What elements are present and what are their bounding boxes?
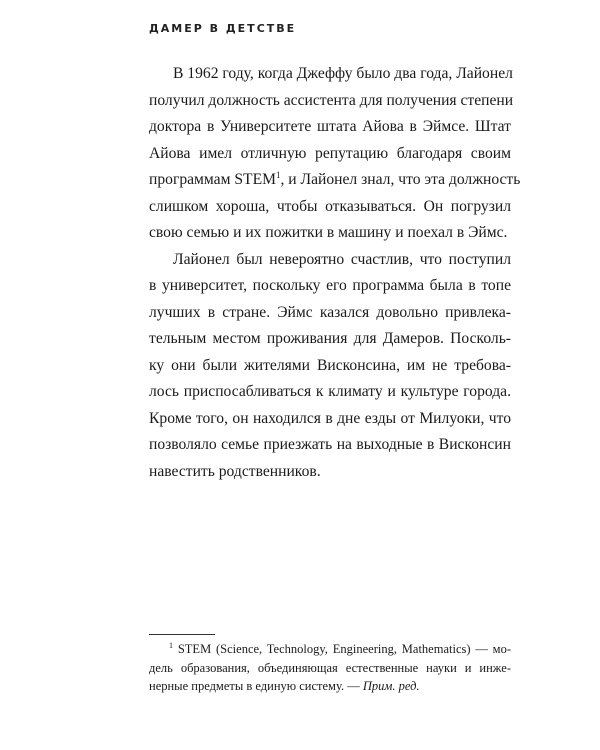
paragraph-2-line-4: тельным местом проживания для Дамеров. Посколь- <box>149 330 511 347</box>
paragraph-1-line-2: получил должность ассистента для получения степени <box>149 91 514 109</box>
footnote-line-1-text: STEM (Science, Technology, Engineering, Mathematics) — мо- <box>177 642 512 656</box>
paragraph-1-line-5-rest: , и Лайонел знал, что эта должность <box>280 171 521 188</box>
paragraph-2-line-6: лось приспосабливаться к климату и культуре города. <box>149 383 511 400</box>
paragraph-1-line-7: свою семью и их пожитки в машину и поехал в Эймс. <box>149 224 508 241</box>
running-head: ДАМЕР В ДЕТСТВЕ <box>149 22 297 35</box>
paragraph-2-line-5: ку они были жителями Висконсина, им не требова- <box>149 356 511 374</box>
footnote-divider <box>149 634 215 635</box>
footnote <box>149 640 511 696</box>
paragraph-1-line-6: слишком хороша, чтобы отказываться. Он погрузил <box>149 197 511 215</box>
footnote-marker: 1 <box>169 641 173 650</box>
editor-note: Прим. ред. <box>362 679 420 693</box>
body-text <box>149 61 521 485</box>
footnote-reference[interactable]: 1 <box>275 170 281 180</box>
paragraph-1-line-4: Айова имел отличную репутацию благодаря своим <box>149 144 511 162</box>
paragraph-2-line-2: в университет, поскольку его программа была в топе <box>149 277 511 294</box>
paragraph-2-line-7: Кроме того, он находился в дне езды от Милуоки, что <box>149 409 511 427</box>
footnote-line-1 <box>149 640 511 659</box>
paragraph-2-line-1: Лайонел был невероятно счастлив, что поступил <box>173 250 511 268</box>
footnote-line-3-text: нерные предметы в единую систему. — <box>149 679 363 693</box>
paragraph-2-line-8: позволяло семье приезжать на выходные в Висконсин <box>149 436 511 453</box>
footnote-line-2: дель образования, объединяющая естественные науки и инже- <box>149 660 511 675</box>
paragraph-1-line-3: доктора в Университете штата Айова в Эймсе. Штат <box>149 118 511 135</box>
stem-word: программам STEM <box>149 171 276 188</box>
footnote-line-3 <box>149 677 511 696</box>
paragraph-2-line-3: лучших в стране. Эймс казался довольно привлека- <box>149 303 511 321</box>
paragraph-1-line-5 <box>149 167 521 194</box>
paragraph-1-line-1: В 1962 году, когда Джеффу было два года, Лайонел <box>173 65 513 82</box>
paragraph-2-line-9: навестить родственников. <box>149 462 321 480</box>
